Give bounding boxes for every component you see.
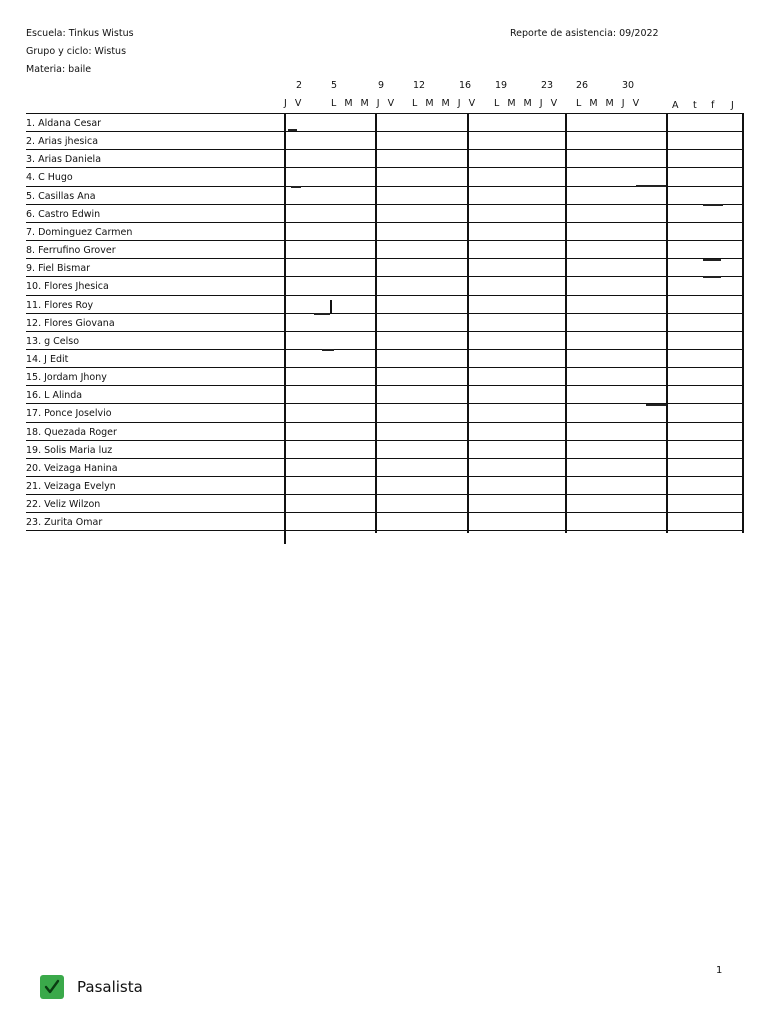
page-number: 1	[716, 965, 723, 976]
grid-hline	[26, 331, 743, 332]
student-name: 21. Veizaga Evelyn	[26, 481, 116, 492]
day-number: 23	[541, 80, 554, 91]
hand-mark	[322, 349, 334, 351]
grid-hline	[26, 149, 743, 150]
grid-hline	[26, 222, 743, 223]
summary-col-falta: f	[711, 100, 715, 111]
hand-mark	[291, 186, 301, 188]
student-name: 7. Dominguez Carmen	[26, 226, 133, 238]
student-name: 6. Castro Edwin	[26, 208, 101, 220]
brand-name: Pasalista	[77, 978, 143, 996]
student-name: 17. Ponce Joselvio	[26, 408, 112, 420]
weekday-group: L M M J V	[412, 98, 478, 109]
grid-hline	[26, 295, 743, 296]
grid-hline	[26, 313, 743, 314]
weekday-group: J V	[284, 98, 304, 109]
student-name: 15. Jordam Jhony	[26, 372, 107, 384]
grid-hline	[26, 113, 743, 114]
grid-hline	[26, 494, 743, 495]
grid-vline	[284, 113, 286, 543]
grid-hline	[26, 476, 743, 477]
group-label: Grupo y ciclo: Wistus	[26, 46, 127, 57]
student-name: 13. g Celso	[26, 335, 80, 347]
student-name: 9. Fiel Bismar	[26, 263, 91, 275]
student-name: 12. Flores Giovana	[26, 317, 115, 329]
student-name: 3. Arias Daniela	[26, 154, 102, 166]
day-number: 26	[576, 80, 589, 91]
day-number: 30	[622, 80, 635, 91]
grid-hline	[26, 240, 743, 241]
grid-hline	[26, 276, 743, 277]
day-number: 5	[331, 80, 338, 91]
summary-col-asistencia: A	[672, 100, 679, 111]
weekday-group: L M M J V	[494, 98, 560, 109]
student-name: 10. Flores Jhesica	[26, 281, 109, 293]
grid-vline	[467, 113, 469, 533]
hand-mark	[703, 276, 721, 278]
student-name: 22. Veliz Wilzon	[26, 499, 101, 511]
grid-hline	[26, 258, 743, 259]
student-name: 23. Zurita Omar	[26, 517, 103, 529]
hand-mark	[314, 313, 330, 315]
student-name: 14. J Edit	[26, 353, 69, 365]
day-number: 9	[378, 80, 385, 91]
grid-vline	[666, 113, 668, 533]
weekday-group: L M M J V	[576, 98, 642, 109]
subject-label: Materia: baile	[26, 64, 92, 75]
grid-hline	[26, 367, 743, 368]
grid-hline	[26, 385, 743, 386]
student-name: 5. Casillas Ana	[26, 190, 96, 202]
hand-mark	[636, 185, 666, 187]
grid-hline	[26, 458, 743, 459]
hand-mark	[646, 404, 666, 406]
day-number: 12	[413, 80, 426, 91]
student-name: 16. L Alinda	[26, 390, 83, 402]
hand-mark	[330, 300, 332, 314]
summary-col-justificado: J	[731, 100, 734, 111]
grid-vline	[565, 113, 567, 533]
grid-vline	[742, 113, 744, 533]
grid-hline	[26, 530, 743, 531]
student-name: 20. Veizaga Hanina	[26, 462, 118, 474]
hand-mark	[703, 259, 721, 261]
grid-hline	[26, 422, 743, 423]
student-name: 8. Ferrufino Grover	[26, 245, 116, 257]
grid-hline	[26, 440, 743, 441]
hand-mark	[284, 516, 286, 544]
grid-hline	[26, 349, 743, 350]
student-name: 19. Solis Maria luz	[26, 444, 113, 456]
hand-mark	[703, 204, 723, 206]
student-name: 4. C Hugo	[26, 172, 73, 184]
day-number: 2	[296, 80, 303, 91]
student-name: 18. Quezada Roger	[26, 426, 117, 438]
report-label: Reporte de asistencia: 09/2022	[510, 28, 659, 39]
school-label: Escuela: Tinkus Wistus	[26, 28, 134, 39]
day-number: 16	[459, 80, 472, 91]
day-number: 19	[495, 80, 508, 91]
student-name: 1. Aldana Cesar	[26, 118, 102, 129]
grid-hline	[26, 131, 743, 132]
grid-hline	[26, 167, 743, 168]
student-name: 2. Arias jhesica	[26, 136, 99, 148]
hand-mark	[288, 129, 297, 131]
student-name: 11. Flores Roy	[26, 299, 94, 311]
summary-col-tarde: t	[693, 100, 697, 111]
grid-hline	[26, 403, 743, 404]
checkmark-icon	[40, 975, 64, 999]
grid-vline	[375, 113, 377, 533]
weekday-group: L M M J V	[331, 98, 397, 109]
grid-hline	[26, 204, 743, 205]
grid-hline	[26, 512, 743, 513]
